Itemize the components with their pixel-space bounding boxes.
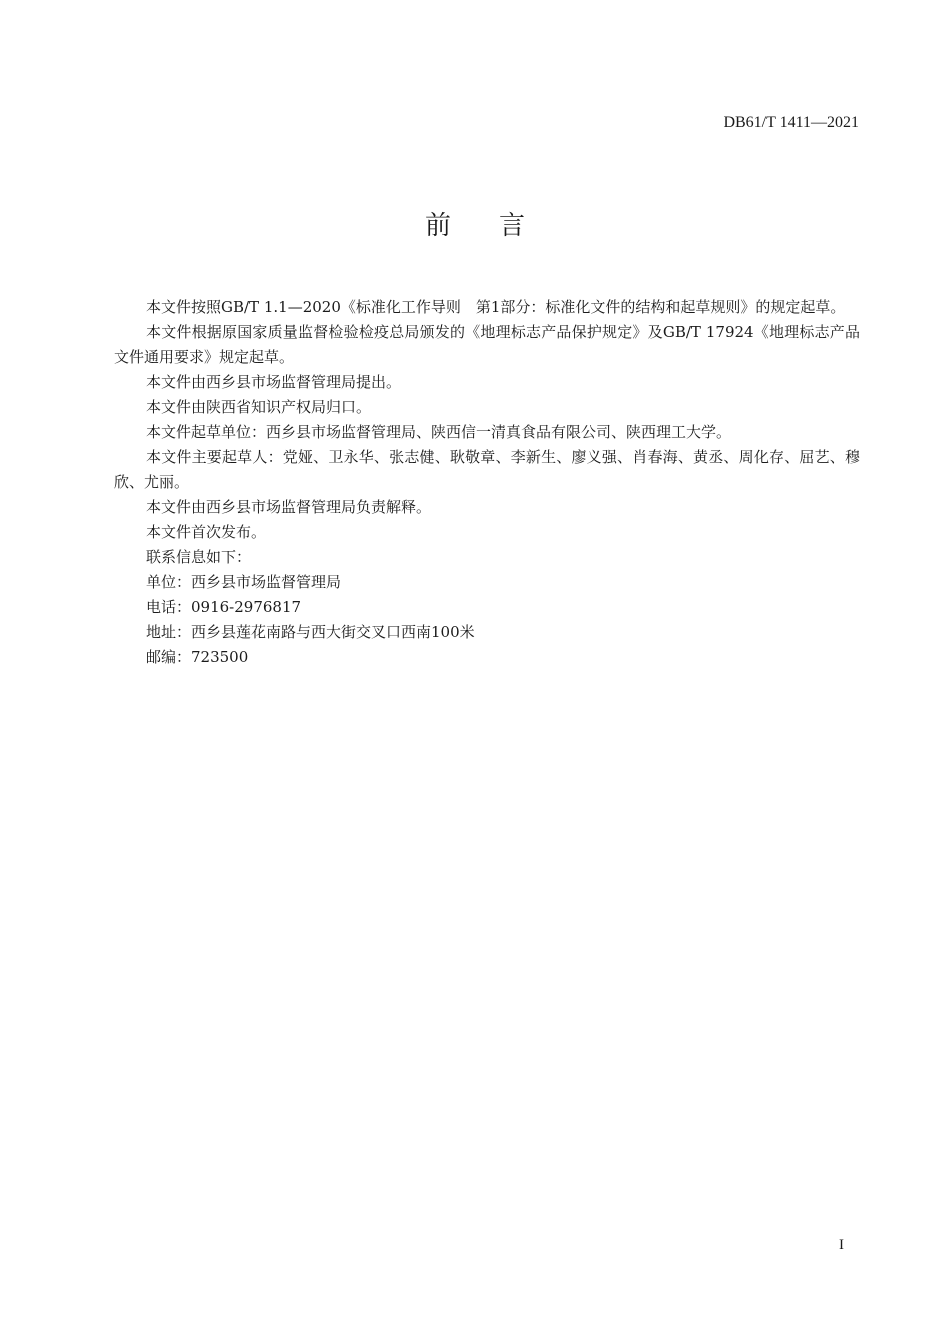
paragraph-basis: 本文件根据原国家质量监督检验检疫总局颁发的《地理标志产品保护规定》及GB/T 17924《地理标志产品文件通用要求》规定起草。 (114, 323, 860, 366)
page-title-char-2: 言 (499, 211, 526, 241)
foreword-body (114, 295, 860, 670)
paragraph-drafting-units: 本文件起草单位：西乡县市场监督管理局、陕西信一清真食品有限公司、陕西理工大学。 (146, 423, 732, 441)
paragraph-interpretation: 本文件由西乡县市场监督管理局负责解释。 (146, 498, 432, 516)
page-number: I (839, 1237, 844, 1253)
paragraph-proposer: 本文件由西乡县市场监督管理局提出。 (146, 373, 402, 391)
contact-phone: 电话：0916-2976817 (146, 598, 302, 616)
contact-address: 地址：西乡县莲花南路与西大街交叉口西南100米 (146, 623, 475, 641)
contact-unit: 单位：西乡县市场监督管理局 (146, 573, 342, 591)
document-code: DB61/T 1411—2021 (723, 114, 859, 131)
contact-postcode: 邮编：723500 (146, 648, 249, 666)
page-title (0, 206, 950, 246)
paragraph-drafting-rules: 本文件按照GB/T 1.1—2020《标准化工作导则 第1部分：标准化文件的结构和起草规则》的规定起草。 (146, 298, 846, 316)
paragraph-centralized-by: 本文件由陕西省知识产权局归口。 (146, 398, 372, 416)
paragraph-first-release: 本文件首次发布。 (146, 523, 267, 541)
page-title-char-1: 前 (424, 211, 451, 241)
paragraph-drafters: 本文件主要起草人：党娅、卫永华、张志健、耿敬章、李新生、廖义强、肖春海、黄丞、周化存、屈艺、穆欣、尤丽。 (114, 448, 860, 491)
paragraph-contact-intro: 联系信息如下： (146, 548, 252, 566)
